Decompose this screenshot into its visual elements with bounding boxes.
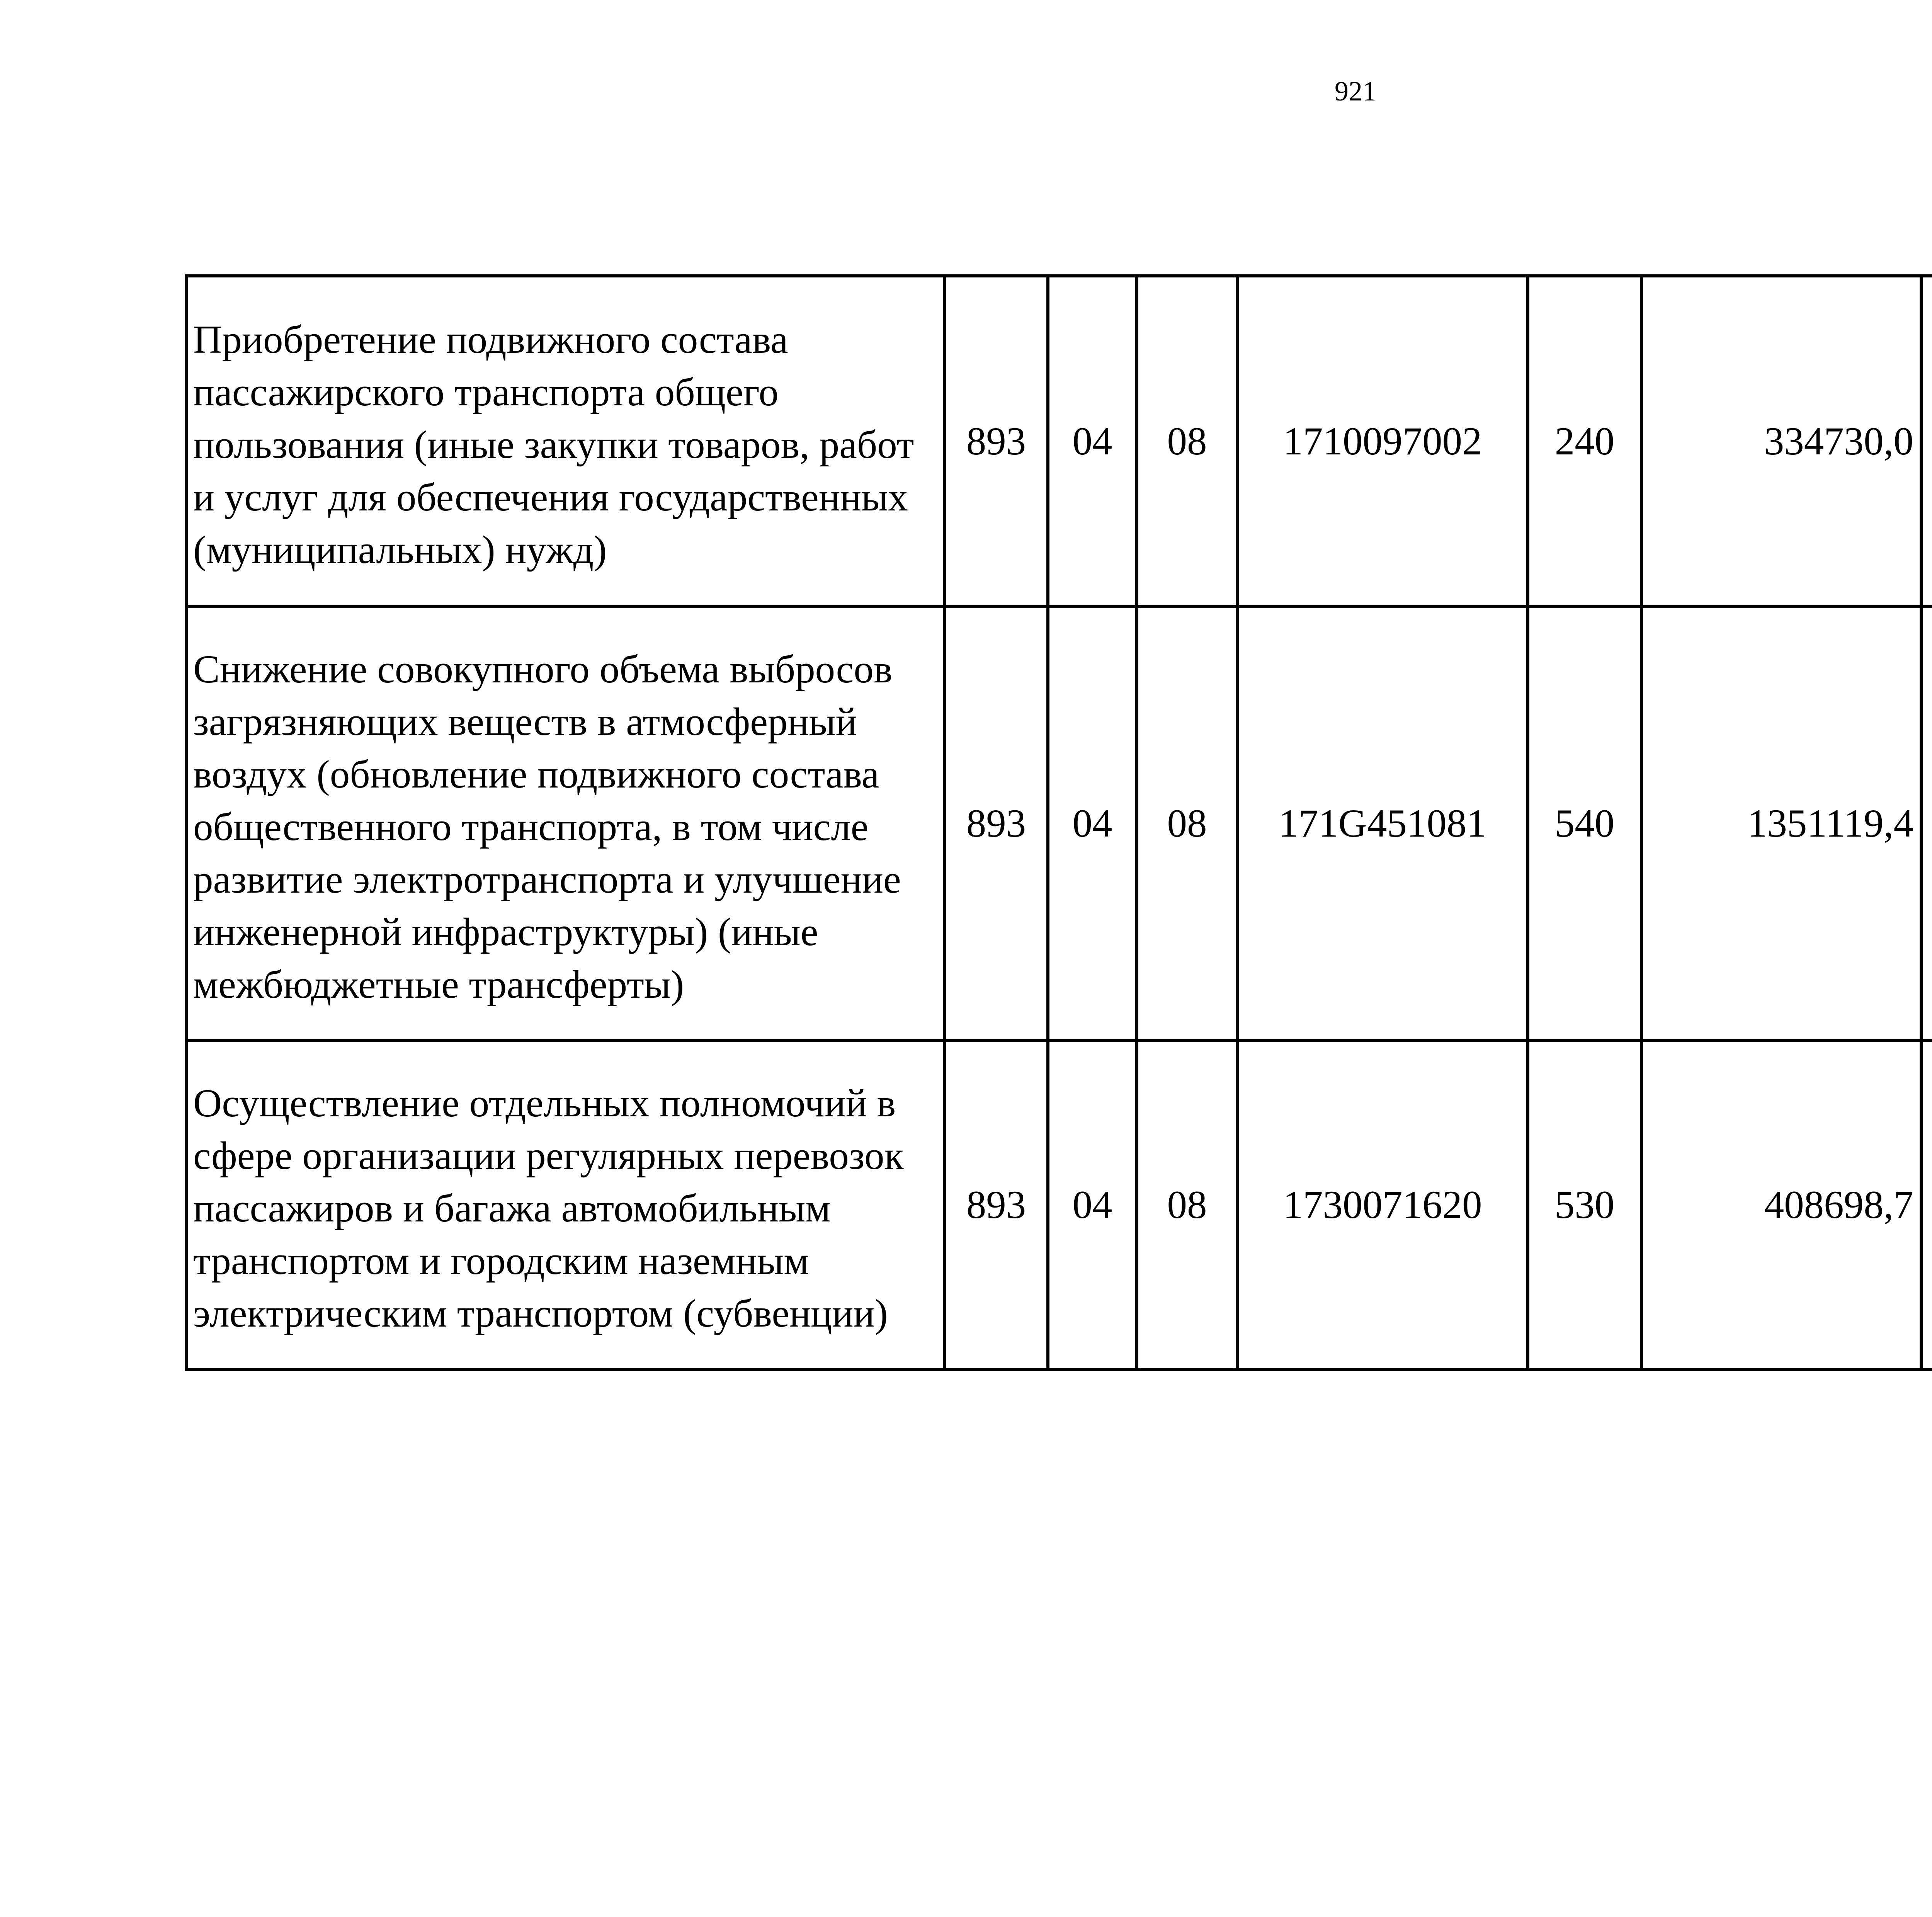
target-article-code: 171G451081 xyxy=(1237,607,1528,1040)
section-code: 04 xyxy=(1048,1040,1137,1369)
amount-year-1: 408698,7 xyxy=(1641,1040,1921,1369)
subsection-code: 08 xyxy=(1137,607,1237,1040)
expense-type-code: 240 xyxy=(1528,276,1641,607)
target-article-code: 1710097002 xyxy=(1237,276,1528,607)
subsection-code: 08 xyxy=(1137,1040,1237,1369)
section-code: 04 xyxy=(1048,607,1137,1040)
row-description: Осуществление отдельных полномочий в сфере организации регулярных перевозок пассажиров и багажа автомобильным транспортом и городским наземным электрическим транспортом (субвенции) xyxy=(186,1040,944,1369)
expense-type-code: 540 xyxy=(1528,607,1641,1040)
table-row xyxy=(186,276,1932,607)
row-description: Снижение совокупного объема выбросов загрязняющих веществ в атмосферный воздух (обновление подвижного состава общественного транспорта, в том числе развитие электротранспорта и улучшение инженерной инфраструктуры) (иные межбюджетные трансферты) xyxy=(186,607,944,1040)
target-article-code: 1730071620 xyxy=(1237,1040,1528,1369)
amount-year-1: 1351119,4 xyxy=(1641,607,1921,1040)
ministry-code: 893 xyxy=(944,1040,1048,1369)
expense-type-code: 530 xyxy=(1528,1040,1641,1369)
ministry-code: 893 xyxy=(944,607,1048,1040)
amount-year-1: 334730,0 xyxy=(1641,276,1921,607)
amount-year-2 xyxy=(1921,1040,1932,1369)
table-row xyxy=(186,1040,1932,1369)
subsection-code: 08 xyxy=(1137,276,1237,607)
amount-year-2 xyxy=(1921,276,1932,607)
page-number: 921 xyxy=(1335,76,1376,107)
section-code: 04 xyxy=(1048,276,1137,607)
amount-year-2 xyxy=(1921,607,1932,1040)
budget-table xyxy=(185,274,1932,1371)
row-description: Приобретение подвижного состава пассажирского транспорта общего пользования (иные закупки товаров, работ и услуг для обеспечения государственных (муниципальных) нужд) xyxy=(186,276,944,607)
table-row xyxy=(186,607,1932,1040)
ministry-code: 893 xyxy=(944,276,1048,607)
